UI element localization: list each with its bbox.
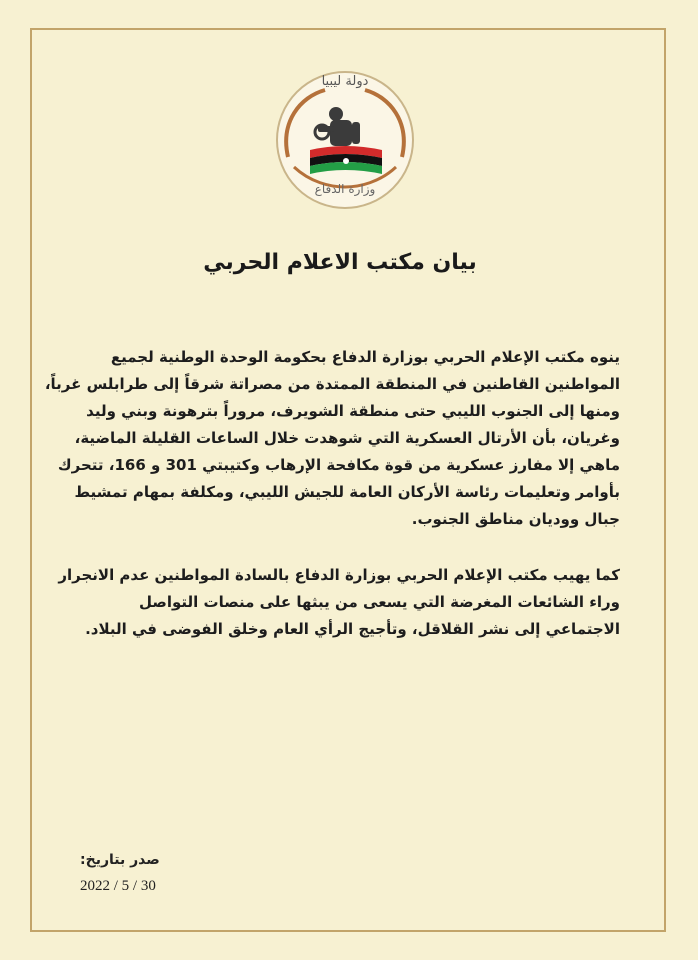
ministry-logo — [270, 62, 420, 212]
paragraph-line: كما يهيب مكتب الإعلام الحربي بوزارة الدفاع بالسادة المواطنين عدم الانجرار — [58, 566, 620, 584]
paragraph-line: وغريان، بأن الأرتال العسكرية التي شوهدت خلال الساعات القليلة الماضية، — [74, 429, 620, 447]
paragraph-line: بأوامر وتعليمات رئاسة الأركان العامة للجيش الليبي، ومكلفة بمهام تمشيط — [74, 483, 620, 501]
issued-label: صدر بتاريخ: — [80, 852, 160, 868]
paragraph-line: المواطنين القاطنين في المنطقة الممتدة من مصراتة شرقاً إلى طرابلس غرباً، — [44, 375, 620, 393]
paragraph-line: الاجتماعي إلى نشر القلاقل، وتأجيج الرأي العام وخلق الفوضى في البلاد. — [85, 620, 620, 638]
paragraph-line: جبال ووديان مناطق الجنوب. — [411, 510, 620, 528]
logo-bottom-text: وزارة الدفاع — [314, 182, 376, 196]
logo-top-text: دولة ليبيا — [321, 74, 369, 89]
paragraph-line: ينوه مكتب الإعلام الحربي بوزارة الدفاع بحكومة الوحدة الوطنية لجميع — [110, 348, 620, 366]
paragraph-line: وراء الشائعات المغرضة التي يسعى من يبثها على منصات التواصل — [138, 593, 620, 611]
page-title: بيان مكتب الاعلام الحربي — [203, 250, 477, 275]
paragraph-line: ومنها إلى الجنوب الليبي حتى منطقة الشويرف، مروراً بترهونة وبني وليد — [86, 402, 620, 420]
statement-paragraph-2 — [60, 562, 620, 643]
paragraph-line: ماهي إلا مفارز عسكرية من قوة مكافحة الإرهاب وكتيبتي 301 و 166، تتحرك — [57, 456, 620, 474]
statement-paragraph-1 — [44, 344, 620, 533]
issue-date: 2022 / 5 / 30 — [80, 878, 156, 894]
